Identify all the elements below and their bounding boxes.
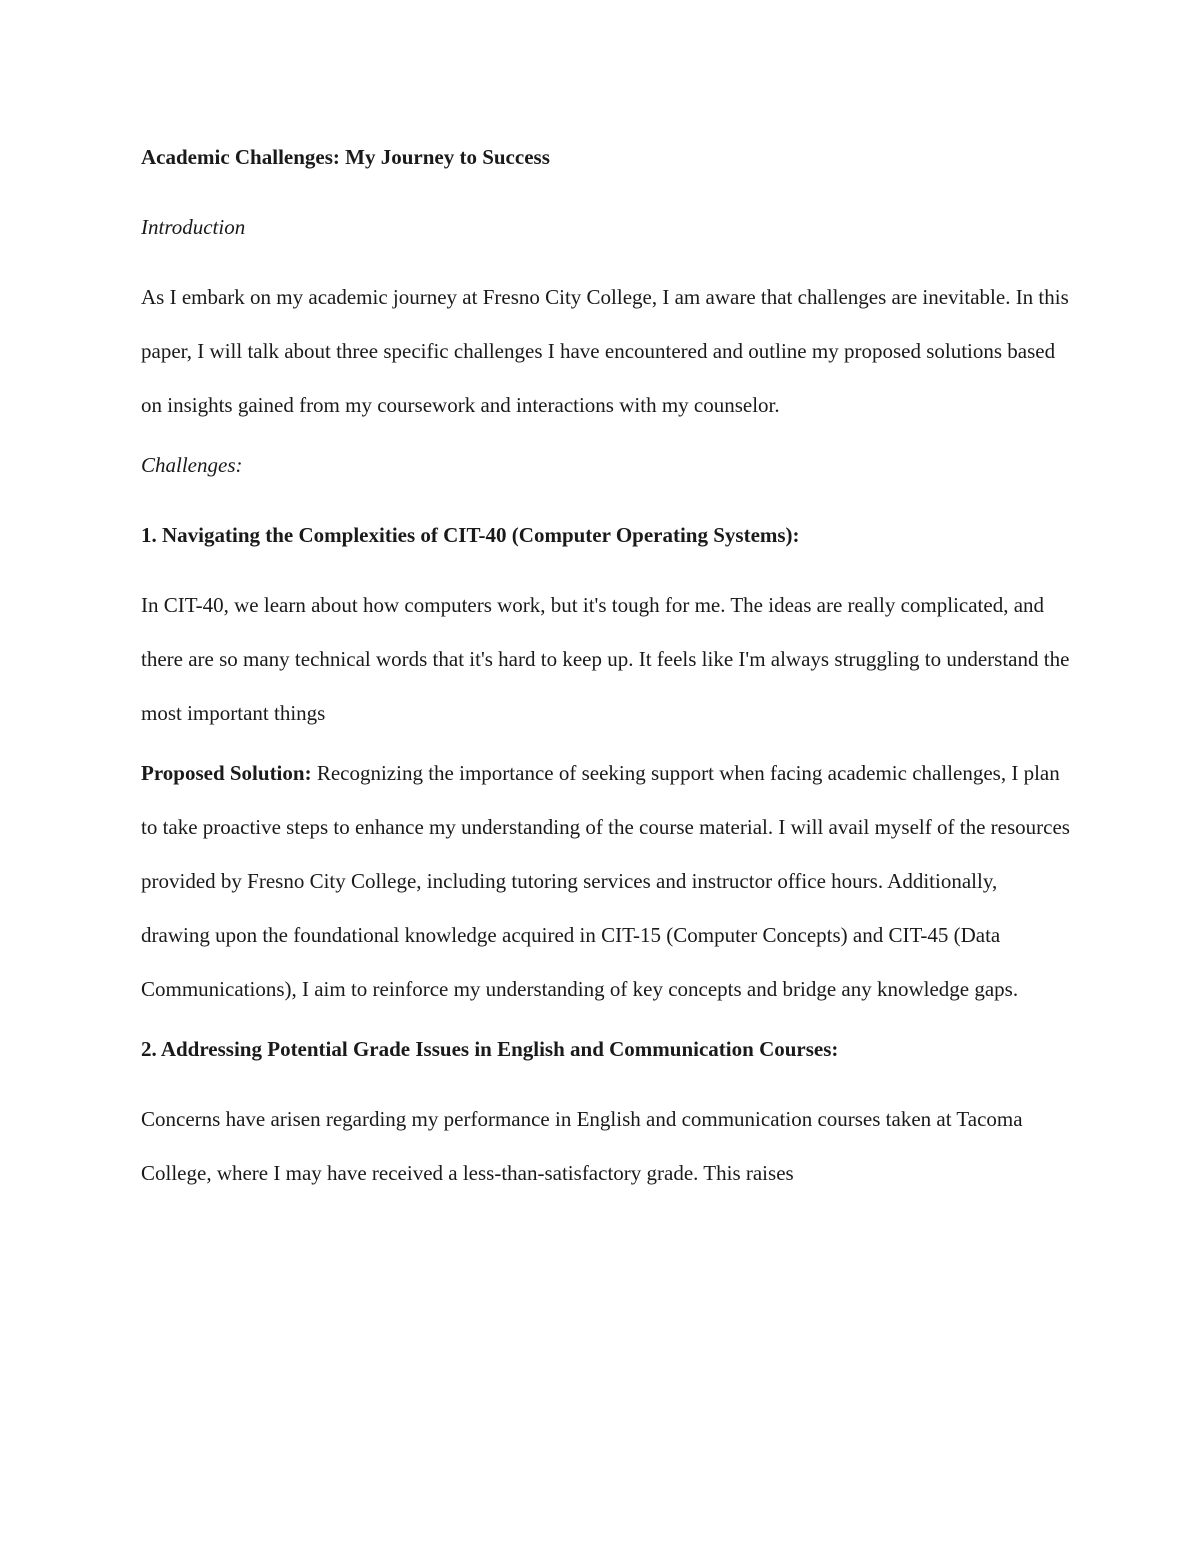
document-title: Academic Challenges: My Journey to Success <box>141 145 550 169</box>
challenge-1-paragraph: In CIT-40, we learn about how computers work, but it's tough for me. The ideas are really complicated, and there are so many technical words that it's hard to keep up. It feels like I'm always struggling to understand the most important things <box>141 593 1070 725</box>
challenge-1-heading: 1. Navigating the Complexities of CIT-40 (Computer Operating Systems): <box>141 523 800 547</box>
introduction-paragraph: As I embark on my academic journey at Fresno City College, I am aware that challenges are inevitable. In this paper, I will talk about three specific challenges I have encountered and outline my proposed solutions based on insights gained from my coursework and interactions with my counselor. <box>141 285 1069 417</box>
challenges-label: Challenges: <box>141 453 243 477</box>
challenge-2-heading: 2. Addressing Potential Grade Issues in English and Communication Courses: <box>141 1037 839 1061</box>
challenge-2-paragraph: Concerns have arisen regarding my performance in English and communication courses taken at Tacoma College, where I may have received a less-than-satisfactory grade. This raises <box>141 1107 1023 1185</box>
introduction-label: Introduction <box>141 215 246 239</box>
document-body <box>141 140 1071 1216</box>
proposed-solution-paragraph <box>141 746 1071 1016</box>
proposed-solution-label: Proposed Solution: <box>141 761 312 785</box>
proposed-solution-text: Recognizing the importance of seeking support when facing academic challenges, I plan to take proactive steps to enhance my understanding of the course material. I will avail myself of the resources provided by Fresno City College, including tutoring services and instructor office hours. Additionally, drawing upon the foundational knowledge acquired in CIT-15 (Computer Concepts) and CIT-45 (Data Communications), I aim to reinforce my understanding of key concepts and bridge any knowledge gaps. <box>141 761 1070 1001</box>
